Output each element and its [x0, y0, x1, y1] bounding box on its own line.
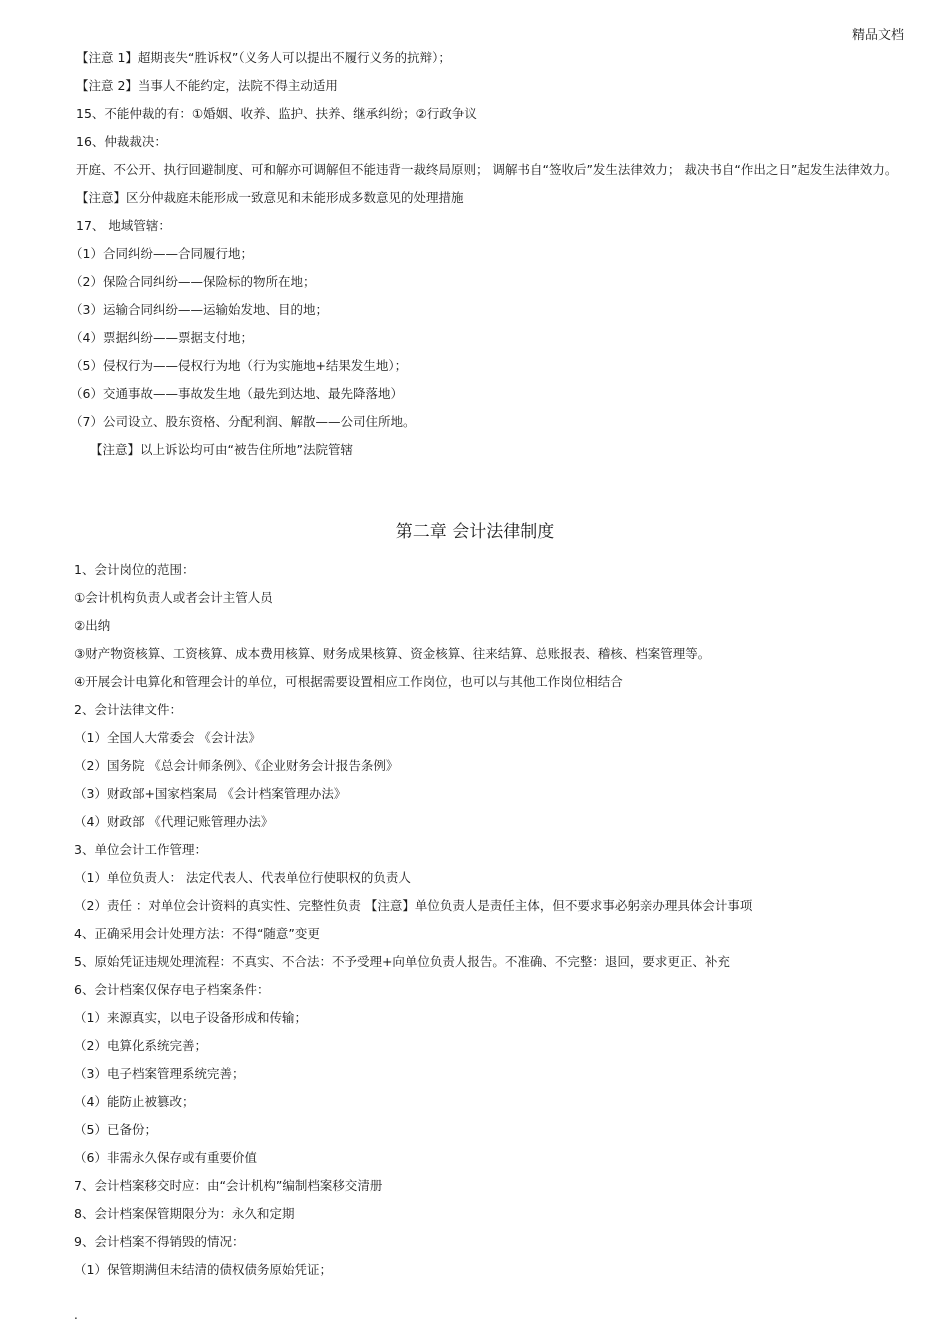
text-line: 7、会计档案移交时应：由“会计机构”编制档案移交清册: [74, 1178, 383, 1193]
text-line: 6、会计档案仅保存电子档案条件：: [74, 982, 270, 997]
list-item: （1）单位负责人： 法定代表人、代表单位行使职权的负责人: [74, 870, 411, 885]
list-item: （1）合同纠纷——合同履行地；: [70, 246, 253, 261]
list-item: （1）来源真实，以电子设备形成和传输；: [74, 1010, 307, 1025]
footer-mark: .: [74, 1308, 78, 1322]
text-line: ①会计机构负责人或者会计主管人员: [74, 590, 273, 605]
text-line: 【注意 2】当事人不能约定，法院不得主动适用: [76, 78, 338, 93]
list-item: （2）电算化系统完善；: [74, 1038, 207, 1053]
text-line: 15、不能仲裁的有：①婚姻、收养、监护、扶养、继承纠纷；②行政争议: [76, 106, 477, 121]
header-tag: 精品文档: [851, 28, 904, 43]
list-item: （4）能防止被篡改；: [74, 1094, 195, 1109]
text-line: 2、会计法律文件：: [74, 702, 182, 717]
text-line: 16、仲裁裁决：: [76, 134, 167, 149]
text-line: 3、单位会计工作管理：: [74, 842, 207, 857]
list-item: （4）财政部 《代理记账管理办法》: [74, 814, 274, 829]
list-item: （4）票据纠纷——票据支付地；: [70, 330, 253, 345]
list-item: （5）侵权行为——侵权行为地（行为实施地+结果发生地）；: [70, 358, 408, 373]
text-line: 【注意】区分仲裁庭未能形成一致意见和未能形成多数意见的处理措施: [76, 190, 464, 205]
list-item: （3）电子档案管理系统完善；: [74, 1066, 245, 1081]
text-line: 1、会计岗位的范围：: [74, 562, 195, 577]
text-line: 17、 地域管辖：: [76, 218, 171, 233]
text-line: ④开展会计电算化和管理会计的单位，可根据需要设置相应工作岗位，也可以与其他工作岗位相结合: [74, 674, 623, 689]
text-line: 9、会计档案不得销毁的情况：: [74, 1234, 245, 1249]
list-item: （2）责任 ：对单位会计资料的真实性、完整性负责 【注意】单位负责人是责任主体，但不要求事必躬亲办理具体会计事项: [74, 898, 753, 913]
list-item: （3）运输合同纠纷——运输始发地、目的地；: [70, 302, 328, 317]
list-item: （2）国务院 《总会计师条例》、《企业财务会计报告条例》: [74, 758, 399, 773]
list-item: （6）非需永久保存或有重要价值: [74, 1150, 257, 1165]
list-item: （5）已备份；: [74, 1122, 157, 1137]
list-item: （3）财政部+国家档案局 《会计档案管理办法》: [74, 786, 347, 801]
list-item: （7）公司设立、股东资格、分配利润、解散——公司住所地。: [70, 414, 416, 429]
list-item: （6）交通事故——事故发生地（最先到达地、最先降落地）: [70, 386, 403, 401]
list-item: （1）保管期满但未结清的债权债务原始凭证；: [74, 1262, 332, 1277]
note-line: 【注意】以上诉讼均可由“被告住所地”法院管辖: [90, 442, 353, 457]
list-item: （2）保险合同纠纷——保险标的物所在地；: [70, 274, 316, 289]
body-section: [0, 556, 950, 1284]
text-line: 【注意 1】超期丧失“胜诉权”（义务人可以提出不履行义务的抗辩）；: [76, 50, 451, 65]
text-line: 5、原始凭证违规处理流程：不真实、不合法：不予受理+向单位负责人报告。不准确、不完整：退回，要求更正、补充: [74, 954, 730, 969]
chapter-title: 第二章 会计法律制度: [395, 522, 555, 542]
text-line: ②出纳: [74, 618, 111, 633]
text-line: 4、正确采用会计处理方法：不得“随意”变更: [74, 926, 320, 941]
top-section: [0, 44, 950, 464]
text-line: 8、会计档案保管期限分为：永久和定期: [74, 1206, 295, 1221]
paragraph: 开庭、不公开、执行回避制度、可和解亦可调解但不能违背一裁终局原则； 调解书自“签收后”发生法律效力； 裁决书自“作出之日”起发生法律效力。: [76, 162, 898, 177]
list-item: （1）全国人大常委会 《会计法》: [74, 730, 261, 745]
text-line: ③财产物资核算、工资核算、成本费用核算、财务成果核算、资金核算、往来结算、总账报表、稽核、档案管理等。: [74, 646, 711, 661]
